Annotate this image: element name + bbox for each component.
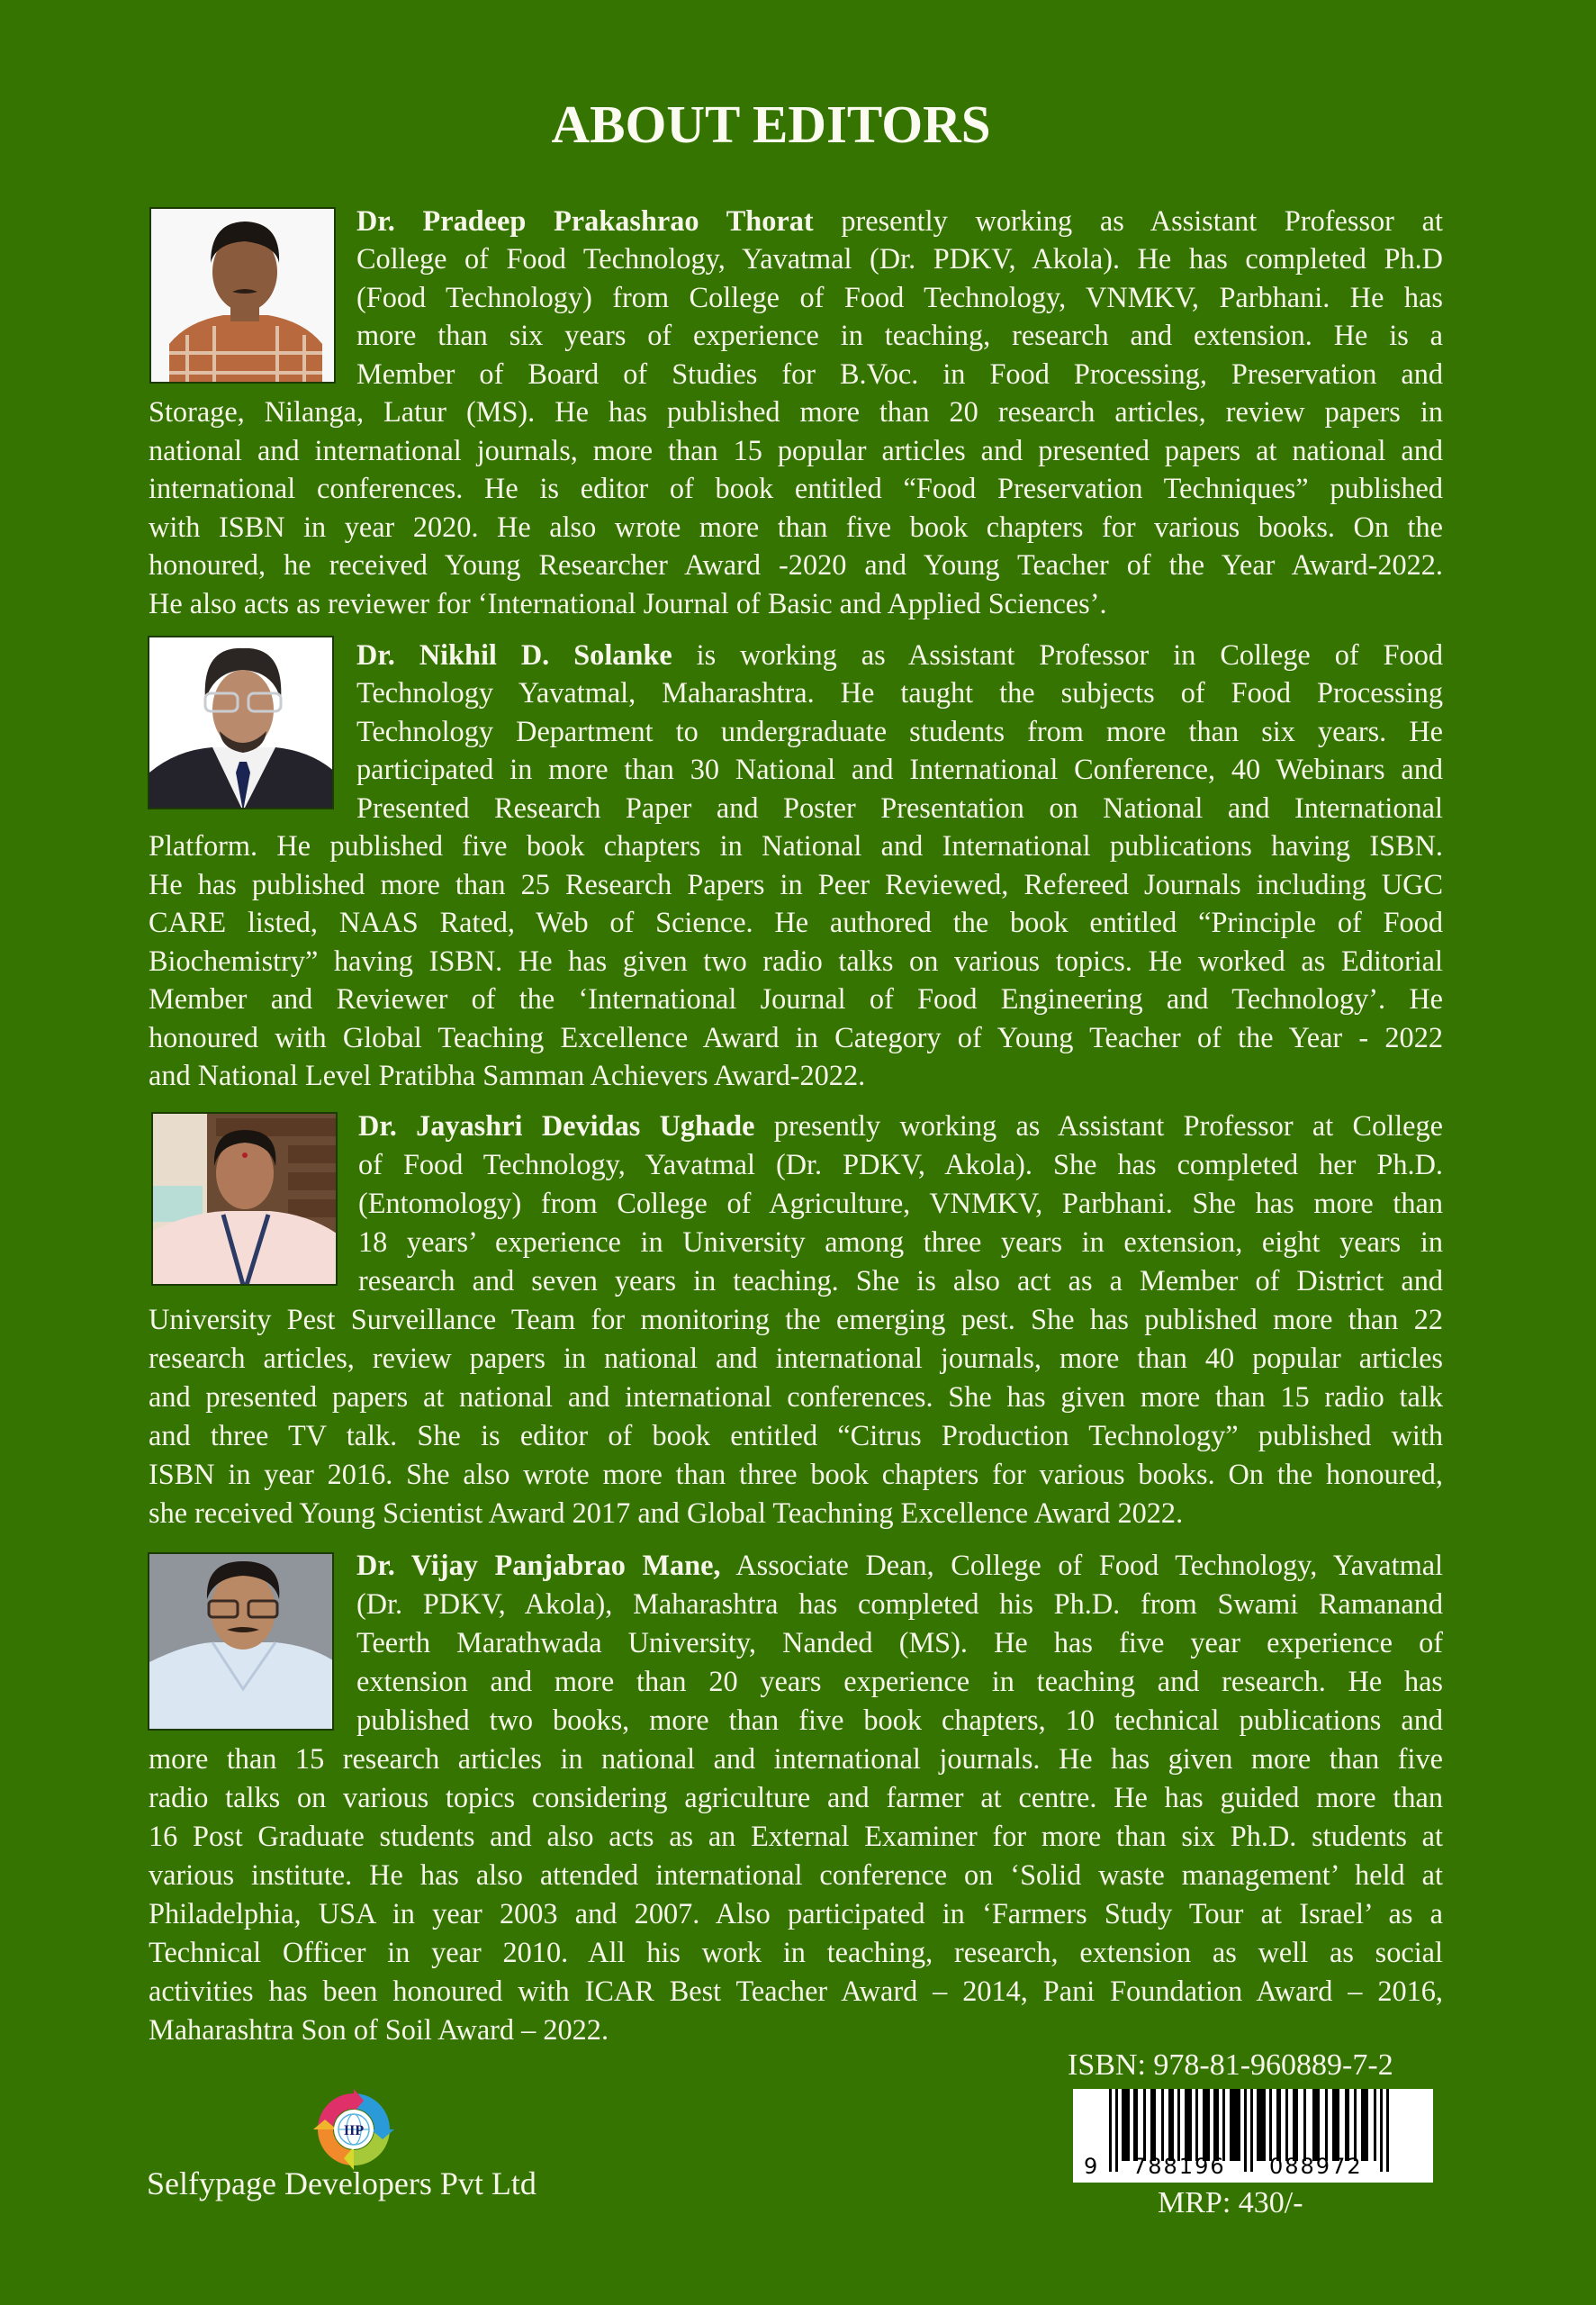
- bio-line: CARE listed, NAAS Rated, Web of Science. He authored the book entitled “Principle of Food: [149, 906, 1443, 938]
- svg-text:IIP: IIP: [343, 2123, 365, 2138]
- bio-line: University Pest Surveillance Team for monitoring the emerging pest. She has published more than 22: [149, 1303, 1443, 1335]
- bio-line: [356, 636, 1443, 673]
- bio-line: He also acts as reviewer for ‘International Journal of Basic and Applied Sciences’.: [149, 587, 1107, 619]
- editor-name: Dr. Pradeep Prakashrao Thorat: [356, 204, 814, 237]
- bio-line: Member of Board of Studies for B.Voc. in Food Processing, Preservation and: [356, 357, 1443, 390]
- bio-line: Presented Research Paper and Poster Presentation on National and International: [356, 791, 1443, 824]
- bio-line: Teerth Marathwada University, Nanded (MS). He has five year experience of: [356, 1626, 1443, 1659]
- iip-logo-icon: [313, 2089, 394, 2170]
- bio-line: published two books, more than five book chapters, 10 technical publications and: [356, 1704, 1443, 1736]
- editor-photo-jayashri-ughade: [151, 1112, 338, 1286]
- bio-line: Philadelphia, USA in year 2003 and 2007. Also participated in ‘Farmers Study Tour at Israel’ as a: [149, 1897, 1443, 1930]
- bio-line: Maharashtra Son of Soil Award – 2022.: [149, 2013, 609, 2046]
- bio-line: [358, 1107, 1443, 1144]
- portrait-icon: [149, 1554, 334, 1731]
- bio-line: Technology Yavatmal, Maharashtra. He taught the subjects of Food Processing: [356, 676, 1443, 709]
- bio-line: College of Food Technology, Yavatmal (Dr. PDKV, Akola). He has completed Ph.D: [356, 242, 1443, 275]
- bio-line: national and international journals, more than 15 popular articles and presented papers at national and: [149, 434, 1443, 466]
- publisher-name: Selfypage Developers Pvt Ltd: [147, 2165, 537, 2201]
- bio-line: research articles, review papers in national and international journals, more than 40 popular articles: [149, 1342, 1443, 1374]
- bio-line: Member and Reviewer of the ‘International Journal of Food Engineering and Technology’. He: [149, 982, 1443, 1015]
- barcode-icon: [1073, 2089, 1433, 2183]
- bio-line: Biochemistry” having ISBN. He has given two radio talks on various topics. He worked as Editorial: [149, 945, 1443, 977]
- bio-line: of Food Technology, Yavatmal (Dr. PDKV, Akola). She has completed her Ph.D.: [358, 1148, 1443, 1180]
- bio-line: extension and more than 20 years experience in teaching and research. He has: [356, 1665, 1443, 1697]
- bio-line: and presented papers at national and international conferences. She has given more than 15 radio talk: [149, 1380, 1443, 1413]
- bio-line: (Food Technology) from College of Food Technology, VNMKV, Parbhani. He has: [356, 281, 1443, 313]
- bio-line: 18 years’ experience in University among three years in extension, eight years in: [358, 1225, 1443, 1258]
- barcode-left-digits: 788196: [1132, 2154, 1226, 2179]
- bio-line: honoured, he received Young Researcher Award -2020 and Young Teacher of the Year Award-2022.: [149, 548, 1443, 581]
- portrait-icon: [153, 1114, 338, 1286]
- bio-line: 16 Post Graduate students and also acts as an External Examiner for more than six Ph.D. students at: [149, 1820, 1443, 1852]
- bio-text: presently working as Assistant Professor at College: [754, 1109, 1443, 1142]
- bio-line: more than six years of experience in teaching, research and extension. He is a: [356, 319, 1443, 351]
- bio-line: Technology Department to undergraduate students from more than six years. He: [356, 715, 1443, 747]
- bio-text: Associate Dean, College of Food Technology, Yavatmal: [720, 1549, 1443, 1581]
- bio-line: He has published more than 25 Research Papers in Peer Reviewed, Refereed Journals including UGC: [149, 868, 1443, 900]
- bio-line: international conferences. He is editor of book entitled “Food Preservation Techniques” published: [149, 472, 1443, 504]
- editor-photo-vijay-mane: [148, 1552, 334, 1731]
- bio-line: activities has been honoured with ICAR Best Teacher Award – 2014, Pani Foundation Award – 2016,: [149, 1975, 1443, 2007]
- bio-line: Technical Officer in year 2010. All his work in teaching, research, extension as well as social: [149, 1936, 1443, 1968]
- editor-photo-nikhil-solanke: [148, 636, 334, 809]
- bio-line: participated in more than 30 National and International Conference, 40 Webinars and: [356, 753, 1443, 785]
- bio-line: (Entomology) from College of Agriculture, VNMKV, Parbhani. She has more than: [358, 1187, 1443, 1219]
- page-title-text: ABOUT EDITORS: [551, 95, 991, 154]
- portrait-icon: [149, 637, 334, 809]
- editor-name: Dr. Vijay Panjabrao Mane,: [356, 1549, 721, 1581]
- editor-photo-pradeep-thorat: [149, 207, 336, 384]
- bio-line: more than 15 research articles in national and international journals. He has given more than five: [149, 1742, 1443, 1775]
- barcode-right-digits: 088972: [1269, 2154, 1363, 2179]
- bio-line: ISBN in year 2016. She also wrote more than three book chapters for various books. On the honoured,: [149, 1458, 1443, 1490]
- bio-line: with ISBN in year 2020. He also wrote more than five book chapters for various books. On the: [149, 511, 1443, 543]
- bio-text: presently working as Assistant Professor at: [813, 204, 1443, 237]
- bio-line: various institute. He has also attended international conference on ‘Solid waste management’ held at: [149, 1858, 1443, 1891]
- editor-name: Dr. Jayashri Devidas Ughade: [358, 1109, 755, 1142]
- bio-line: (Dr. PDKV, Akola), Maharashtra has completed his Ph.D. from Swami Ramanand: [356, 1587, 1443, 1620]
- bio-line: Storage, Nilanga, Latur (MS). He has published more than 20 research articles, review papers in: [149, 395, 1443, 428]
- bio-line: research and seven years in teaching. She is also act as a Member of District and: [358, 1264, 1443, 1297]
- editor-name: Dr. Nikhil D. Solanke: [356, 638, 672, 671]
- bio-line: she received Young Scientist Award 2017 and Global Teachning Excellence Award 2022.: [149, 1496, 1184, 1529]
- isbn-label: ISBN: 978-81-960889-7-2: [1068, 2048, 1393, 2082]
- portrait-icon: [151, 209, 336, 384]
- bio-line: [356, 202, 1443, 240]
- bio-line: honoured with Global Teaching Excellence Award in Category of Young Teacher of the Year - 2022: [149, 1021, 1443, 1053]
- page-title: [0, 93, 1596, 156]
- bio-line: and three TV talk. She is editor of book entitled “Citrus Production Technology” published with: [149, 1419, 1443, 1451]
- bio-line: and National Level Pratibha Samman Achievers Award-2022.: [149, 1059, 866, 1091]
- mrp-price: MRP: 430/-: [1158, 2186, 1303, 2219]
- bio-text: is working as Assistant Professor in College of Food: [672, 638, 1444, 671]
- bio-line: Platform. He published five book chapters in National and International publications having ISBN.: [149, 829, 1443, 862]
- isbn-barcode: [1073, 2089, 1433, 2183]
- bio-line: radio talks on various topics considering agriculture and farmer at centre. He has guided more than: [149, 1781, 1443, 1813]
- bio-line: [356, 1546, 1443, 1584]
- barcode-lead-digit: 9: [1084, 2154, 1100, 2179]
